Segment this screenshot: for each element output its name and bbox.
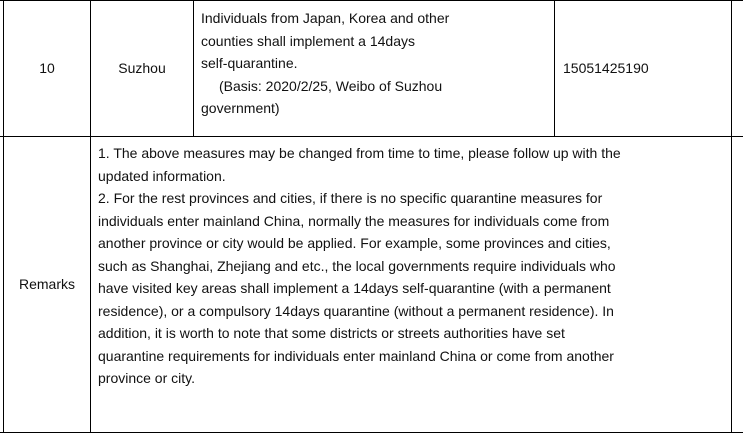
remarks-line: have visited key areas shall implement a 14days self-quarantine (with a permanent xyxy=(98,280,611,296)
measure-basis-line: (Basis: 2020/2/25, Weibo of Suzhou xyxy=(219,77,443,94)
measure-line: counties shall implement a 14days xyxy=(201,32,416,49)
row-number-cell xyxy=(4,1,90,136)
phone-cell xyxy=(563,1,729,136)
city-name: Suzhou xyxy=(118,60,166,77)
measure-line: self-quarantine. xyxy=(201,55,298,71)
measure-line: government) xyxy=(201,100,280,116)
measure-line: Individuals from Japan, Korea and other xyxy=(201,10,450,26)
remarks-line: 1. The above measures may be changed from time to time, please follow up with the xyxy=(98,145,621,161)
column-divider-3 xyxy=(554,0,555,137)
remarks-line: 2. For the rest provinces and cities, if there is no specific quarantine measures for xyxy=(98,190,603,206)
city-cell xyxy=(91,1,193,136)
table-right-border xyxy=(731,0,732,433)
remarks-line: updated information. xyxy=(98,167,226,184)
measure-cell xyxy=(201,7,551,135)
remarks-line: province or city. xyxy=(98,370,195,386)
row-number: 10 xyxy=(39,60,55,77)
remarks-line: addition, it is worth to note that some districts or streets authorities have set xyxy=(98,325,565,341)
row-divider xyxy=(0,136,743,137)
remarks-line: quarantine requirements for individuals enter mainland China or come from another xyxy=(98,347,614,364)
remarks-label-cell xyxy=(4,137,90,432)
remarks-label: Remarks xyxy=(18,276,75,293)
column-divider-2 xyxy=(193,0,194,137)
remarks-line: residence), or a compulsory 14days quarantine (without a permanent residence). In xyxy=(98,302,614,319)
remarks-text-cell xyxy=(98,142,725,430)
remarks-line: individuals enter mainland China, normally the measures for individuals come from xyxy=(98,212,610,229)
remarks-line: another province or city would be applied. For example, some provinces and cities, xyxy=(98,235,611,251)
contact-phone: 15051425190 xyxy=(563,60,649,77)
remarks-line: such as Shanghai, Zhejiang and etc., the local governments require individuals who xyxy=(98,257,616,274)
